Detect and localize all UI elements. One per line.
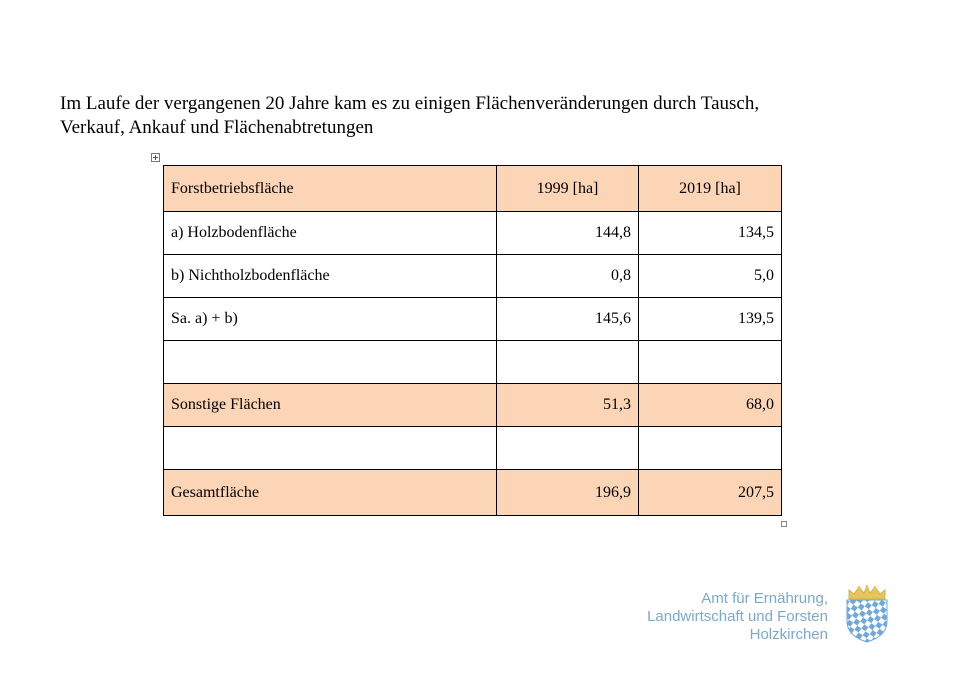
area-table bbox=[163, 165, 782, 516]
row-2019-cell[interactable]: 68,0 bbox=[639, 384, 782, 427]
intro-line-1: Im Laufe der vergangenen 20 Jahre kam es zu einigen Flächenveränderungen durch Tausch, bbox=[60, 93, 760, 114]
table-row-empty bbox=[164, 341, 782, 384]
row-1999-cell[interactable] bbox=[497, 427, 639, 470]
table-row-empty bbox=[164, 427, 782, 470]
row-label-cell[interactable]: Sa. a) + b) bbox=[164, 298, 497, 341]
row-label-cell[interactable]: a) Holzbodenfläche bbox=[164, 212, 497, 255]
authority-line-2: Landwirtschaft und Forsten bbox=[647, 608, 828, 625]
authority-line-1: Amt für Ernährung, bbox=[701, 590, 828, 607]
header-label-cell[interactable]: Forstbetriebsfläche bbox=[164, 166, 497, 212]
row-1999-cell[interactable]: 145,6 bbox=[497, 298, 639, 341]
row-2019-cell[interactable]: 207,5 bbox=[639, 470, 782, 516]
table-header-row bbox=[164, 166, 782, 212]
row-2019-cell[interactable] bbox=[639, 341, 782, 384]
table-row bbox=[164, 298, 782, 341]
table-row-total bbox=[164, 470, 782, 516]
row-1999-cell[interactable]: 144,8 bbox=[497, 212, 639, 255]
table-row-shaded bbox=[164, 384, 782, 427]
table-row bbox=[164, 212, 782, 255]
row-label-cell[interactable]: Sonstige Flächen bbox=[164, 384, 497, 427]
intro-paragraph bbox=[60, 92, 880, 140]
row-1999-cell[interactable]: 0,8 bbox=[497, 255, 639, 298]
row-2019-cell[interactable]: 139,5 bbox=[639, 298, 782, 341]
table-resize-handle-icon[interactable] bbox=[781, 521, 787, 527]
row-label-cell[interactable]: Gesamtfläche bbox=[164, 470, 497, 516]
row-label-cell[interactable] bbox=[164, 341, 497, 384]
authority-name bbox=[647, 590, 828, 644]
row-2019-cell[interactable]: 5,0 bbox=[639, 255, 782, 298]
row-1999-cell[interactable]: 196,9 bbox=[497, 470, 639, 516]
table-row bbox=[164, 255, 782, 298]
row-1999-cell[interactable] bbox=[497, 341, 639, 384]
header-2019-cell[interactable]: 2019 [ha] bbox=[639, 166, 782, 212]
header-1999-cell[interactable]: 1999 [ha] bbox=[497, 166, 639, 212]
bavarian-coat-of-arms-icon bbox=[843, 585, 891, 643]
row-2019-cell[interactable]: 134,5 bbox=[639, 212, 782, 255]
row-label-cell[interactable] bbox=[164, 427, 497, 470]
row-2019-cell[interactable] bbox=[639, 427, 782, 470]
authority-line-3: Holzkirchen bbox=[749, 626, 828, 643]
intro-line-2: Verkauf, Ankauf und Flächenabtretungen bbox=[60, 117, 374, 138]
row-1999-cell[interactable]: 51,3 bbox=[497, 384, 639, 427]
row-label-cell[interactable]: b) Nichtholzbodenfläche bbox=[164, 255, 497, 298]
table-move-handle-icon[interactable] bbox=[151, 153, 160, 162]
